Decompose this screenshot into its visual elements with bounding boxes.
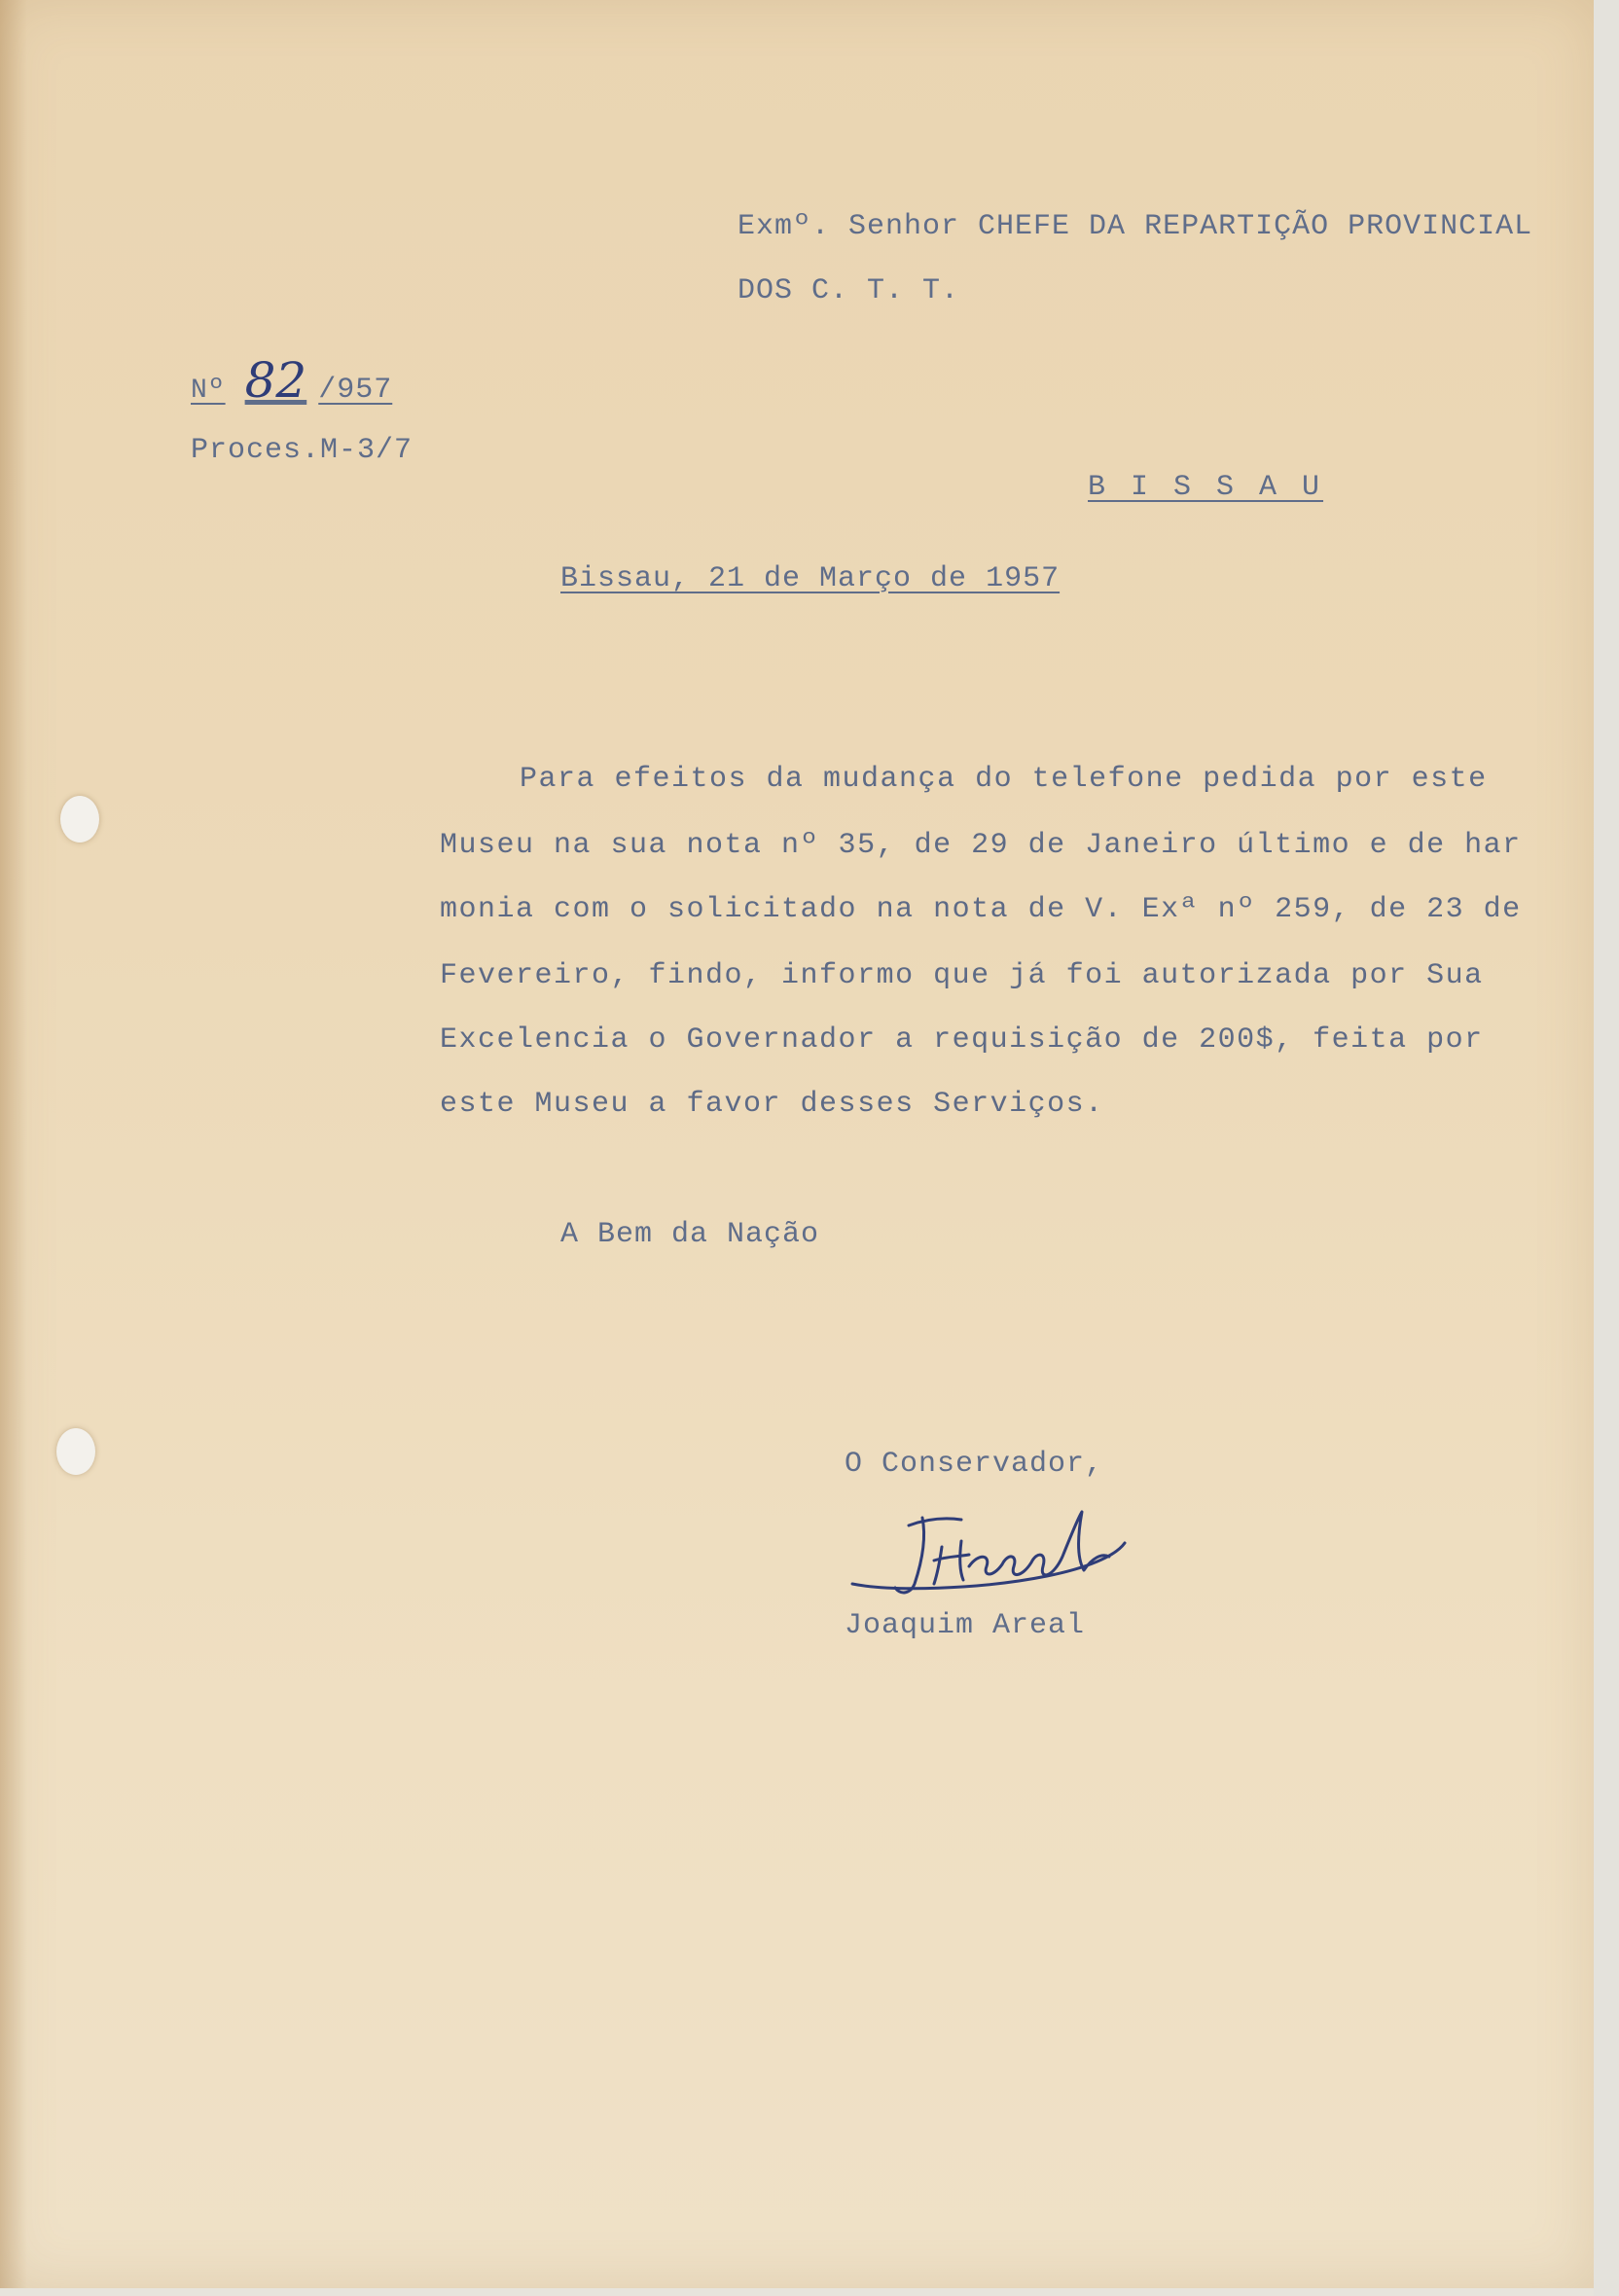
body-line-3: monia com o solicitado na nota de V. Exª nº 259, de 23 de (440, 893, 1522, 926)
body-line-4: Fevereiro, findo, informo que já foi autorizada por Sua (440, 959, 1484, 992)
process-reference: Proces.M-3/7 (191, 434, 414, 467)
addressee-line-1: Exmº. Senhor CHEFE DA REPARTIÇÃO PROVINCIAL (738, 210, 1533, 243)
reference-year: /957 (318, 374, 393, 407)
closing-formula: A Bem da Nação (560, 1218, 820, 1251)
handwritten-signature (833, 1498, 1144, 1615)
punch-hole-top (60, 796, 99, 843)
punch-hole-bottom (56, 1428, 95, 1475)
addressee-line-2: DOS C. T. T. (738, 274, 960, 307)
body-line-5: Excelencia o Governador a requisição de 200$, feita por (440, 1023, 1484, 1057)
body-line-6: este Museu a favor desses Serviços. (440, 1088, 1104, 1121)
reference-handwritten-number: 82 (244, 352, 307, 409)
reference-number (191, 352, 392, 409)
body-line-2: Museu na sua nota nº 35, de 29 de Janeiro último e de har (440, 829, 1522, 862)
city-heading: B I S S A U (1088, 471, 1324, 504)
signatory-title: O Conservador, (845, 1448, 1104, 1481)
scan-margin (1594, 0, 1619, 2296)
signatory-name: Joaquim Areal (845, 1609, 1086, 1642)
reference-prefix: Nº (191, 376, 226, 406)
body-line-1: Para efeitos da mudança do telefone pedida por este (520, 763, 1488, 796)
date-line: Bissau, 21 de Março de 1957 (560, 562, 1061, 595)
